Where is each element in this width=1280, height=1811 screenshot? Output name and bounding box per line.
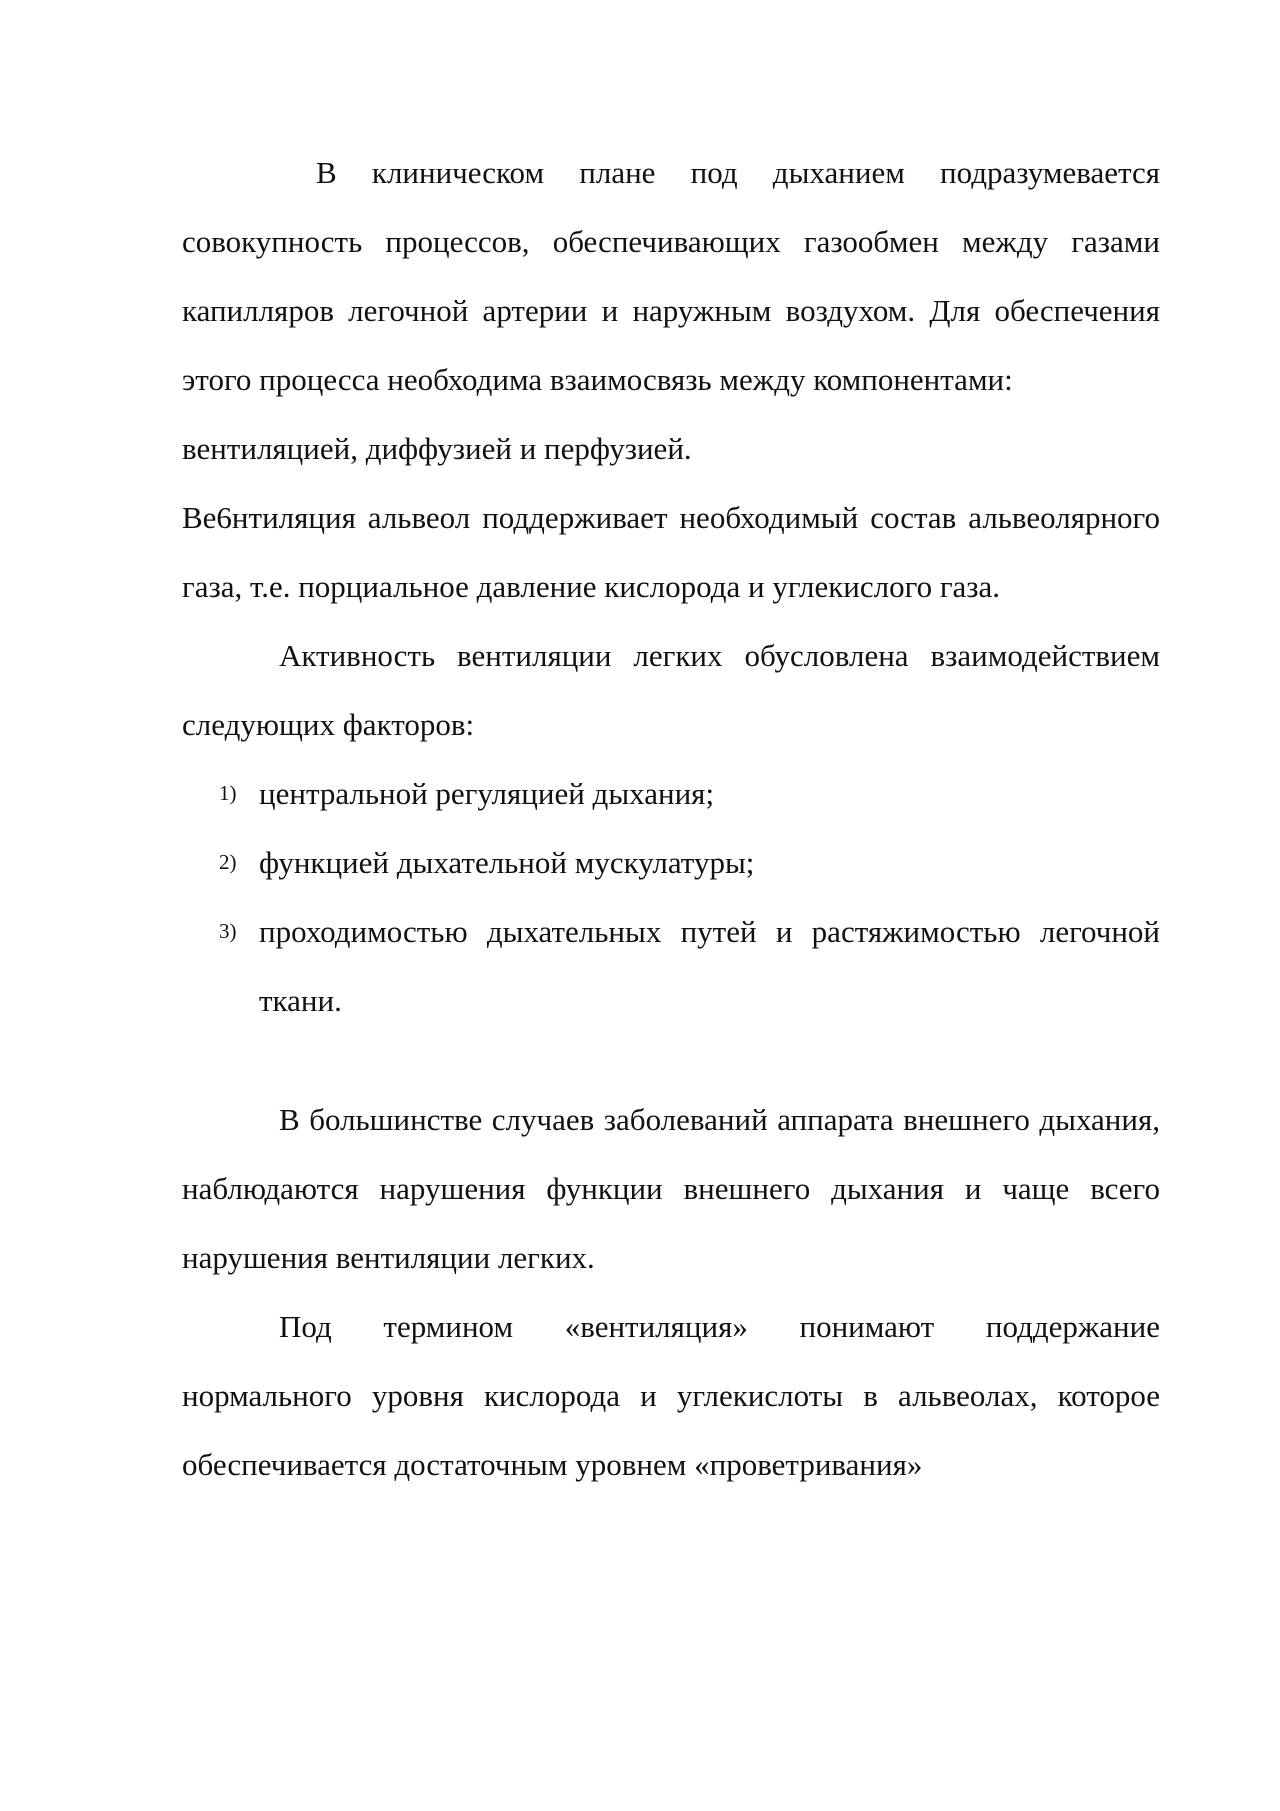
list-item (182, 897, 1160, 1035)
paragraph-components: вентиляцией, диффузией и перфузией. (182, 431, 692, 466)
list-item-text: функцией дыхательной мускулатуры; (259, 845, 755, 880)
list-item (182, 759, 1160, 828)
factors-list (182, 759, 1160, 1035)
list-item-number: 3) (219, 919, 237, 943)
list-item-number: 2) (219, 850, 237, 874)
paragraph-ventilation-term: Под термином «вентиляция» понимают поддержание нормального уровня кислорода и углекислоты в альвеолах, которое обеспечивается достаточным уровнем «проветривания» (182, 1309, 1160, 1482)
paragraph-ventilation-activity: Активность вентиляции легких обусловлена взаимодействием следующих факторов: (182, 638, 1160, 742)
paragraph-disease-impact: В большинстве случаев заболеваний аппарата внешнего дыхания, наблюдаются нарушения функции внешнего дыхания и чаще всего нарушения вентиляции легких. (182, 1102, 1160, 1275)
list-item (182, 828, 1160, 897)
document-body (182, 138, 1160, 1499)
list-item-text: центральной регуляцией дыхания; (259, 776, 715, 811)
list-item-text: проходимостью дыхательных путей и растяжимостью легочной ткани. (259, 914, 1160, 1018)
paragraph-clinical-definition: В клиническом плане под дыханием подразумевается совокупность процессов, обеспечивающих газообмен между газами капилляров легочной артерии и наружным воздухом. Для обеспечения этого процесса необходима взаимосвязь между компонентами: (182, 155, 1160, 397)
list-item-number: 1) (219, 781, 237, 805)
paragraph-alveolar-ventilation: Ве6нтиляция альвеол поддерживает необходимый состав альвеолярного газа, т.е. порциальное давление кислорода и углекислого газа. (182, 500, 1160, 604)
